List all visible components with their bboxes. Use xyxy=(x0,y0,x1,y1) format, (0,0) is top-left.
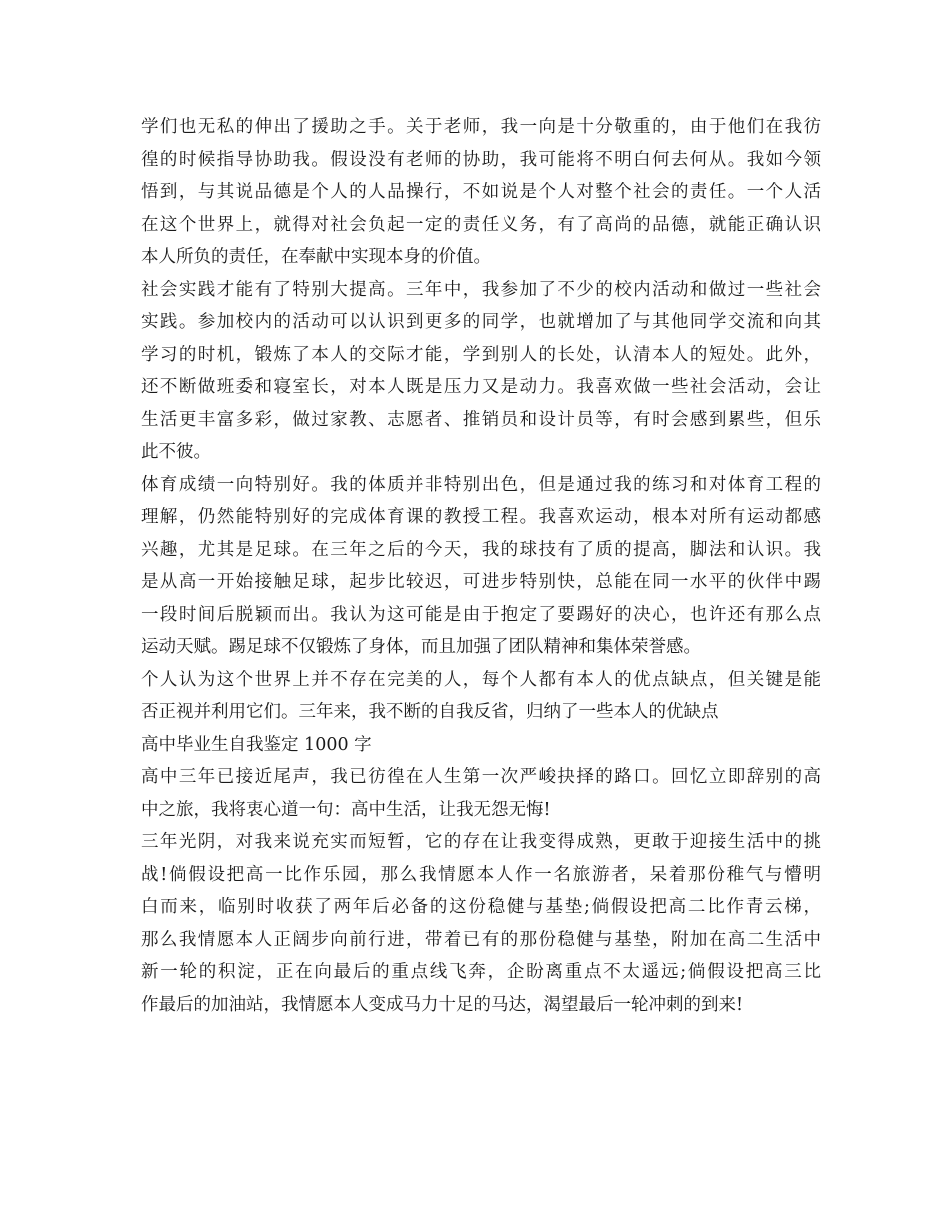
text-line: 作最后的加油站，我情愿本人变成马力十足的马达，渴望最后一轮冲刺的到来! xyxy=(141,994,744,1015)
text-line: 理解，仍然能特别好的完成体育课的教授工程。我喜欢运动，根本对所有运动都感 xyxy=(141,507,821,527)
text-line: 那么我情愿本人正阔步向前行进，带着已有的那份稳健与基垫，附加在高二生活中 xyxy=(141,929,821,950)
text-line: 实践。参加校内的活动可以认识到更多的同学，也就增加了与其他同学交流和向其 xyxy=(141,312,821,332)
text-line: 战!倘假设把高一比作乐园，那么我情愿本人作一名旅游者，呆着那份稚气与懵明 xyxy=(141,864,821,885)
document-page xyxy=(141,111,821,1021)
text-line: 否正视并利用它们。三年来，我不断的自我反省，归纳了一些本人的优缺点 xyxy=(141,702,719,722)
text-line: 兴趣，尤其是足球。在三年之后的今天，我的球技有了质的提高，脚法和认识。我 xyxy=(141,539,821,560)
text-line: 生活更丰富多彩，做过家教、志愿者、推销员和设计员等，有时会感到累些，但乐 xyxy=(141,409,821,430)
text-line: 高中三年已接近尾声，我已彷徨在人生第一次严峻抉择的路口。回忆立即辞别的高 xyxy=(141,767,821,787)
text-line: 体育成绩一向特别好。我的体质并非特别出色，但是通过我的练习和对体育工程的 xyxy=(141,474,821,495)
text-line: 本人所负的责任，在奉献中实现本身的价值。 xyxy=(141,247,491,267)
text-line: 新一轮的积淀，正在向最后的重点线飞奔，企盼离重点不太遥远;倘假设把高三比 xyxy=(141,962,821,982)
text-line: 学习的时机，锻炼了本人的交际才能，学到别人的长处，认清本人的短处。此外， xyxy=(141,344,821,365)
text-line: 悟到，与其说品德是个人的人品操行，不如说是个人对整个社会的责任。一个人活 xyxy=(141,182,821,202)
text-line: 个人认为这个世界上并不存在完美的人，每个人都有本人的优点缺点，但关键是能 xyxy=(141,669,821,690)
text-line: 中之旅，我将衷心道一句：高中生活，让我无怨无悔! xyxy=(141,799,551,820)
text-line: 三年光阴，对我来说充实而短暂，它的存在让我变得成熟，更敢于迎接生活中的挑 xyxy=(141,832,821,852)
text-line: 此不彼。 xyxy=(141,442,211,462)
text-line: 一段时间后脱颖而出。我认为这可能是由于抱定了要踢好的决心，也许还有那么点 xyxy=(141,604,821,625)
text-line: 在这个世界上，就得对社会负起一定的责任义务，有了高尚的品德，就能正确认识 xyxy=(141,214,821,235)
text-line: 徨的时候指导协助我。假设没有老师的协助，我可能将不明白何去何从。我如今领 xyxy=(141,149,821,170)
text-line: 是从高一开始接触足球，起步比较迟，可进步特别快，总能在同一水平的伙伴中踢 xyxy=(141,572,821,592)
text-line: 运动天赋。踢足球不仅锻炼了身体，而且加强了团队精神和集体荣誉感。 xyxy=(141,637,701,657)
text-line: 学们也无私的伸出了援助之手。关于老师，我一向是十分敬重的，由于他们在我彷 xyxy=(141,117,821,137)
text-line: 还不断做班委和寝室长，对本人既是压力又是动力。我喜欢做一些社会活动，会让 xyxy=(141,377,821,397)
text-line: 社会实践才能有了特别大提高。三年中，我参加了不少的校内活动和做过一些社会 xyxy=(141,279,821,300)
text-line: 白而来，临别时收获了两年后必备的这份稳健与基垫;倘假设把高二比作青云梯， xyxy=(141,897,821,917)
text-line: 高中毕业生自我鉴定 1000 字 xyxy=(141,734,372,755)
